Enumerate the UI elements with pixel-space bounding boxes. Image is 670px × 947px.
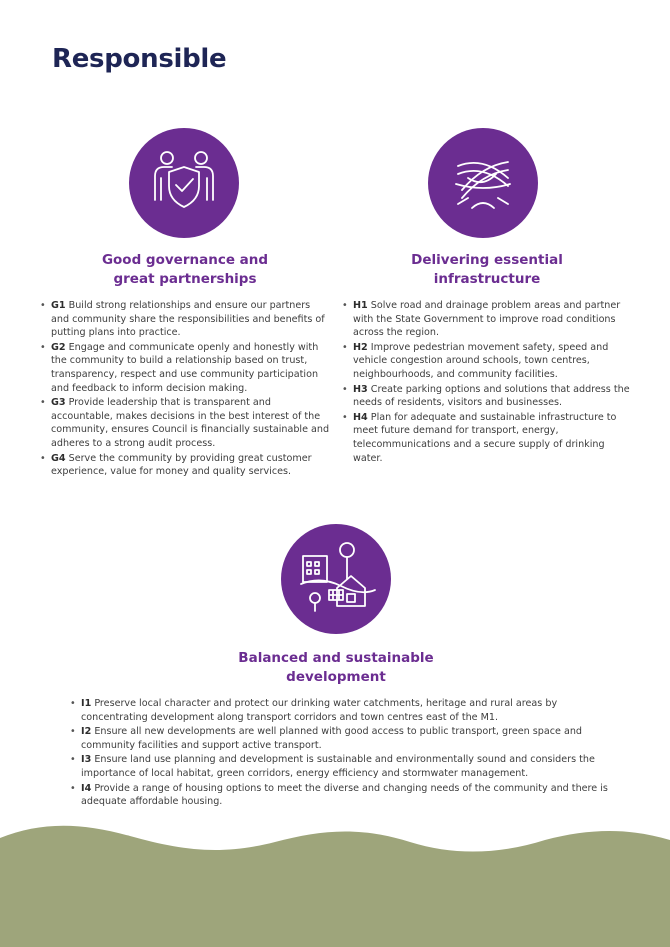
list-item: • I3 Ensure land use planning and development is sustainable and environmentally sound and considers the importance of local habitat, green corridors, energy efficiency and stormwater management. bbox=[70, 753, 610, 780]
page-title: Responsible bbox=[52, 44, 227, 74]
section-heading: Good governance and great partnerships bbox=[101, 252, 269, 287]
list-item: • G1 Build strong relationships and ensure our partners and community share the responsibilities and benefits of putting plans into practice. bbox=[40, 299, 330, 340]
goals-list bbox=[40, 299, 330, 480]
list-item: • H3 Create parking options and solutions that address the needs of residents, visitors and businesses. bbox=[342, 383, 632, 410]
list-item: • H1 Solve road and drainage problem areas and partner with the State Government to improve road conditions across the region. bbox=[342, 299, 632, 340]
list-item: • H4 Plan for adequate and sustainable infrastructure to meet future demand for transport, energy, telecommunications and a secure supply of drinking water. bbox=[342, 411, 632, 465]
list-item: • G2 Engage and communicate openly and honestly with the community to build a relationship based on trust, transparency, respect and use community participation and feedback to inform decision making. bbox=[40, 341, 330, 395]
town-landscape-icon bbox=[281, 524, 391, 634]
list-item: • I1 Preserve local character and protect our drinking water catchments, heritage and rural areas by concentrating development along transport corridors and town centres east of the M1. bbox=[70, 697, 610, 724]
partnership-shield-icon bbox=[129, 128, 239, 238]
list-item: • I4 Provide a range of housing options to meet the diverse and changing needs of the community and there is adequate affordable housing. bbox=[70, 782, 610, 809]
decorative-wave bbox=[0, 820, 670, 947]
list-item: • H2 Improve pedestrian movement safety, speed and vehicle congestion around schools, town centres, neighbourhoods, and community facilities. bbox=[342, 341, 632, 382]
list-item: • I2 Ensure all new developments are well planned with good access to public transport, green space and community facilities and support active transport. bbox=[70, 725, 610, 752]
road-interchange-icon bbox=[428, 128, 538, 238]
list-item: • G4 Serve the community by providing great customer experience, value for money and quality services. bbox=[40, 452, 330, 479]
goals-list bbox=[70, 697, 610, 810]
section-heading: Delivering essential infrastructure bbox=[411, 252, 563, 287]
list-item: • G3 Provide leadership that is transparent and accountable, makes decisions in the best interest of the community, ensures Council is financially sustainable and adheres to a strong audit process. bbox=[40, 396, 330, 450]
goals-list bbox=[342, 299, 632, 466]
section-heading: Balanced and sustainable development bbox=[238, 650, 434, 685]
